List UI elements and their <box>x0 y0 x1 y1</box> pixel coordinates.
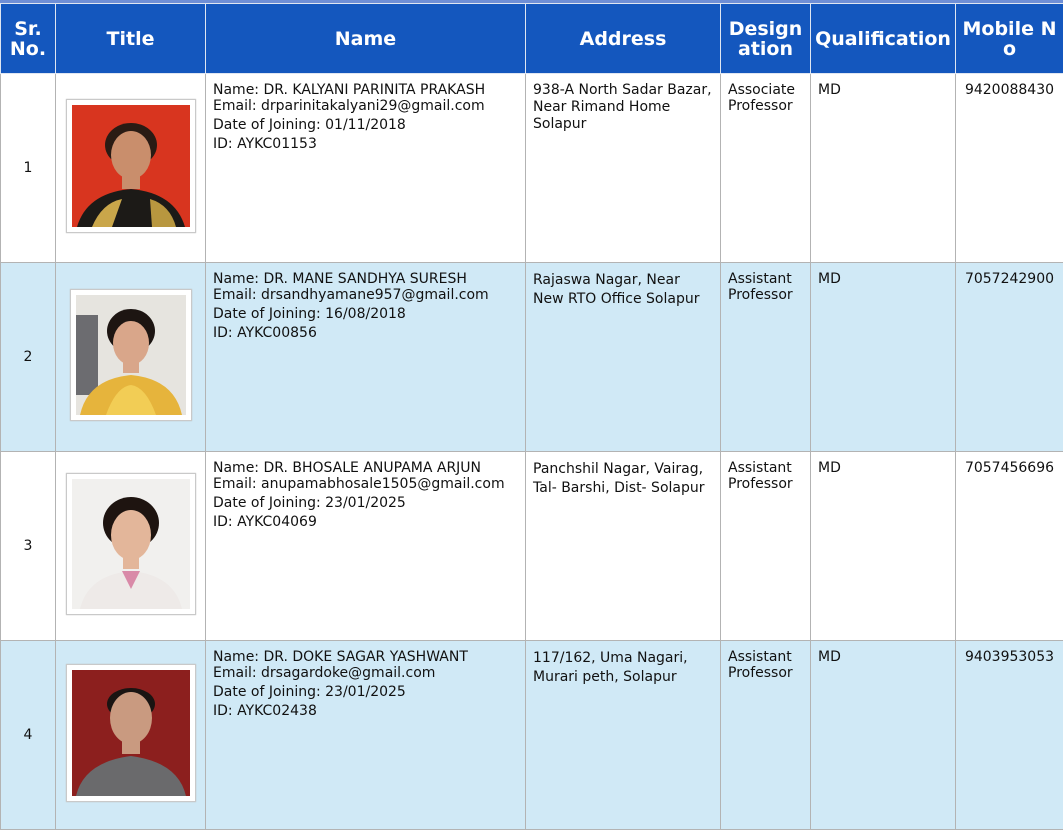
table-row <box>1 452 1063 641</box>
faculty-id: ID: AYKC02438 <box>213 703 317 719</box>
sr-no-cell: 2 <box>1 263 56 452</box>
faculty-date-of-joining: Date of Joining: 23/01/2025 <box>213 495 406 511</box>
table-row <box>1 74 1063 263</box>
qualification-cell: MD <box>811 263 956 452</box>
qualification-cell: MD <box>811 74 956 263</box>
header-designation[interactable]: Designation <box>721 4 811 74</box>
header-mobile-no[interactable]: Mobile No <box>956 4 1063 74</box>
designation-cell: Associate Professor <box>721 74 811 263</box>
person-photo-icon <box>72 105 190 227</box>
address-cell: Panchshil Nagar, Vairag, Tal- Barshi, Dist- Solapur <box>526 452 721 641</box>
sr-no-cell: 4 <box>1 641 56 830</box>
header-name[interactable]: Name <box>206 4 526 74</box>
mobile-cell: 7057242900 <box>956 263 1063 452</box>
person-photo-icon <box>72 479 190 609</box>
faculty-id: ID: AYKC04069 <box>213 514 317 530</box>
table-row <box>1 641 1063 830</box>
name-details-cell <box>206 641 526 830</box>
photo-cell <box>56 74 206 263</box>
faculty-table <box>0 3 1063 830</box>
name-details-cell <box>206 263 526 452</box>
faculty-date-of-joining: Date of Joining: 16/08/2018 <box>213 306 406 322</box>
photo-frame[interactable] <box>70 289 192 421</box>
header-qualification[interactable]: Qualification <box>811 4 956 74</box>
header-sr-no[interactable]: Sr. No. <box>1 4 56 74</box>
photo-cell <box>56 452 206 641</box>
person-photo-icon <box>76 295 186 415</box>
address-cell: 938-A North Sadar Bazar, Near Rimand Home Solapur <box>526 74 721 263</box>
sr-no-cell: 1 <box>1 74 56 263</box>
designation-cell: Assistant Professor <box>721 641 811 830</box>
sr-no-cell: 3 <box>1 452 56 641</box>
photo-frame[interactable] <box>66 99 196 233</box>
mobile-cell: 9420088430 <box>956 74 1063 263</box>
table-header-row <box>1 4 1063 74</box>
name-details-cell <box>206 74 526 263</box>
faculty-email: Email: drparinitakalyani29@gmail.com <box>213 98 485 114</box>
faculty-id: ID: AYKC01153 <box>213 136 317 152</box>
qualification-cell: MD <box>811 452 956 641</box>
photo-frame[interactable] <box>66 473 196 615</box>
designation-cell: Assistant Professor <box>721 263 811 452</box>
qualification-cell: MD <box>811 641 956 830</box>
faculty-name: Name: DR. DOKE SAGAR YASHWANT <box>213 649 468 665</box>
faculty-email: Email: drsagardoke@gmail.com <box>213 665 436 681</box>
address-cell: 117/162, Uma Nagari, Murari peth, Solapur <box>526 641 721 830</box>
name-details-cell <box>206 452 526 641</box>
faculty-name: Name: DR. BHOSALE ANUPAMA ARJUN <box>213 460 482 476</box>
header-address[interactable]: Address <box>526 4 721 74</box>
mobile-cell: 7057456696 <box>956 452 1063 641</box>
faculty-email: Email: drsandhyamane957@gmail.com <box>213 287 489 303</box>
faculty-date-of-joining: Date of Joining: 01/11/2018 <box>213 117 406 133</box>
designation-cell: Assistant Professor <box>721 452 811 641</box>
person-photo-icon <box>72 670 190 796</box>
faculty-name: Name: DR. KALYANI PARINITA PRAKASH <box>213 82 486 98</box>
faculty-email: Email: anupamabhosale1505@gmail.com <box>213 476 505 492</box>
faculty-name: Name: DR. MANE SANDHYA SURESH <box>213 271 467 287</box>
photo-cell <box>56 641 206 830</box>
photo-frame[interactable] <box>66 664 196 802</box>
faculty-date-of-joining: Date of Joining: 23/01/2025 <box>213 684 406 700</box>
photo-cell <box>56 263 206 452</box>
address-cell: Rajaswa Nagar, Near New RTO Office Solapur <box>526 263 721 452</box>
faculty-id: ID: AYKC00856 <box>213 325 317 341</box>
header-title[interactable]: Title <box>56 4 206 74</box>
mobile-cell: 9403953053 <box>956 641 1063 830</box>
table-row <box>1 263 1063 452</box>
